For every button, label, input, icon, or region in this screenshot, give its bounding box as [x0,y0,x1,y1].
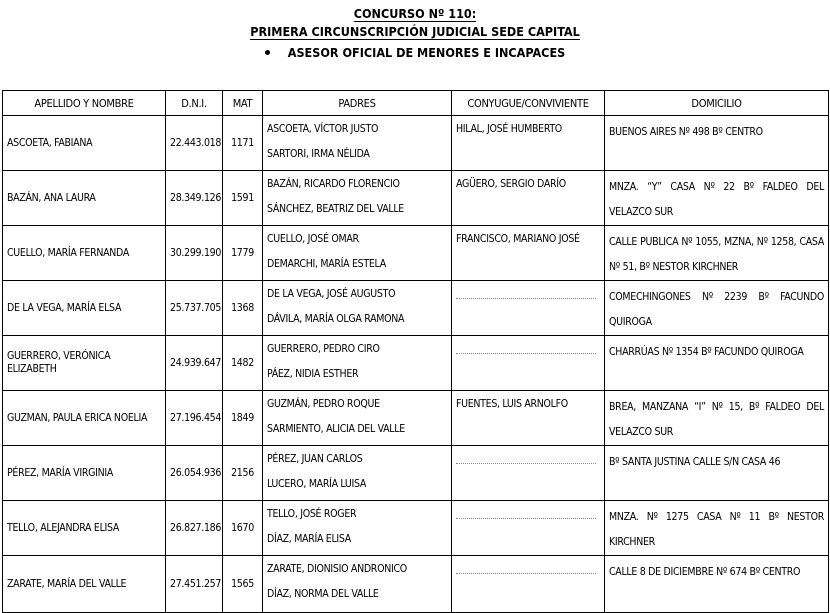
parent-name: LUCERO, MARÍA LUISA [267,478,367,490]
candidate-name: CUELLO, MARÍA FERNANDA [3,226,166,281]
candidate-name: ZARATE, MARÍA DEL VALLE [3,556,166,613]
parent-name: SARMIENTO, ALICIA DEL VALLE [267,423,405,435]
position-title: ASESOR OFICIAL DE MENORES E INCAPACES [0,45,830,60]
empty-dash [456,518,596,519]
contest-title: CONCURSO Nº 110: [353,6,477,21]
col-dni: D.N.I. [166,91,223,116]
col-name: APELLIDO Y NOMBRE [3,91,166,116]
parents-cell [263,391,452,446]
spouse-cell [452,446,605,501]
candidate-mat: 1670 [223,501,263,556]
parent-name: PÉREZ, JUAN CARLOS [267,453,363,465]
parents-cell [263,281,452,336]
candidate-name: BAZÁN, ANA LAURA [3,171,166,226]
parent-name: DÁVILA, MARÍA OLGA RAMONA [267,313,405,325]
parents-cell [263,226,452,281]
spouse-name: FRANCISCO, MARIANO JOSÉ [456,233,580,245]
candidate-mat: 1368 [223,281,263,336]
candidate-mat: 1779 [223,226,263,281]
parents-cell [263,501,452,556]
candidate-dni: 22.443.018 [166,116,223,171]
spouse-cell [452,226,605,281]
table-row [3,281,829,336]
spouse-cell [452,556,605,613]
address-cell: MNZA. Nº 1275 CASA Nº 11 Bº NESTOR KIRCHNER [605,501,829,556]
parents-cell [263,336,452,391]
address-cell: Bº SANTA JUSTINA CALLE S/N CASA 46 [605,446,829,501]
parent-name: PÁEZ, NIDIA ESTHER [267,368,359,380]
parent-name: SÁNCHEZ, BEATRIZ DEL VALLE [267,203,404,215]
spouse-cell [452,336,605,391]
table-row [3,116,829,171]
table-row [3,336,829,391]
table-row [3,226,829,281]
spouse-cell [452,391,605,446]
spouse-name: HILAL, JOSÉ HUMBERTO [456,123,562,135]
candidates-table [2,90,829,613]
parent-name: TELLO, JOSÉ ROGER [267,508,357,520]
parent-name: DÍAZ, NORMA DEL VALLE [267,588,379,600]
parents-cell [263,446,452,501]
candidate-name: TELLO, ALEJANDRA ELISA [3,501,166,556]
parents-cell [263,116,452,171]
spouse-cell [452,171,605,226]
col-parents: PADRES [263,91,452,116]
candidate-mat: 1591 [223,171,263,226]
candidate-dni: 26.827.186 [166,501,223,556]
spouse-name: AGÜERO, SERGIO DARÍO [456,178,566,190]
table-header-row [3,91,829,116]
parent-name: CUELLO, JOSÉ OMAR [267,233,359,245]
parents-cell [263,556,452,613]
parent-name: SARTORI, IRMA NÉLIDA [267,148,370,160]
parent-name: DE LA VEGA, JOSÉ AUGUSTO [267,288,396,300]
address-cell: CALLE PUBLICA Nº 1055, MZNA, Nº 1258, CASA Nº 51, Bº NESTOR KIRCHNER [605,226,829,281]
candidate-name: PÉREZ, MARÍA VIRGINIA [3,446,166,501]
address-cell: MNZA. “Y” CASA Nº 22 Bº FALDEO DEL VELAZCO SUR [605,171,829,226]
table-row [3,171,829,226]
parents-cell [263,171,452,226]
candidate-name: GUERRERO, VERÓNICA ELIZABETH [3,336,166,391]
spouse-cell [452,116,605,171]
candidate-mat: 1171 [223,116,263,171]
candidate-dni: 27.196.454 [166,391,223,446]
candidate-mat: 1482 [223,336,263,391]
empty-dash [456,353,596,354]
empty-dash [456,298,596,299]
parent-name: ZARATE, DIONISIO ANDRONICO [267,563,407,575]
parent-name: GUZMÁN, PEDRO ROQUE [267,398,380,410]
col-mat: MAT [223,91,263,116]
candidate-dni: 28.349.126 [166,171,223,226]
address-cell: COMECHINGONES Nº 2239 Bº FACUNDO QUIROGA [605,281,829,336]
candidate-dni: 30.299.190 [166,226,223,281]
table-row [3,501,829,556]
spouse-cell [452,281,605,336]
candidate-name: GUZMAN, PAULA ERICA NOELIA [3,391,166,446]
parent-name: DEMARCHI, MARÍA ESTELA [267,258,386,270]
address-cell: BREA, MANZANA “I” Nº 15, Bº FALDEO DEL VELAZCO SUR [605,391,829,446]
candidate-dni: 24.939.647 [166,336,223,391]
candidate-name: ASCOETA, FABIANA [3,116,166,171]
parent-name: ASCOETA, VÍCTOR JUSTO [267,123,379,135]
address-cell: CALLE 8 DE DICIEMBRE Nº 674 Bº CENTRO [605,556,829,613]
candidate-dni: 26.054.936 [166,446,223,501]
address-cell: BUENOS AIRES Nº 498 Bº CENTRO [605,116,829,171]
candidate-dni: 27.451.257 [166,556,223,613]
jurisdiction-title: PRIMERA CIRCUNSCRIPCIÓN JUDICIAL SEDE CAPITAL [250,24,580,39]
spouse-cell [452,501,605,556]
empty-dash [456,463,596,464]
table-row [3,391,829,446]
col-spouse: CONYUGUE/CONVIVIENTE [452,91,605,116]
parent-name: DÍAZ, MARÍA ELISA [267,533,351,545]
address-cell: CHARRÚAS Nº 1354 Bº FACUNDO QUIROGA [605,336,829,391]
spouse-name: FUENTES, LUIS ARNOLFO [456,398,568,410]
bullet-icon [265,50,270,55]
empty-dash [456,573,596,574]
table-row [3,556,829,613]
table-row [3,446,829,501]
candidate-name: DE LA VEGA, MARÍA ELSA [3,281,166,336]
candidate-mat: 1565 [223,556,263,613]
parent-name: GUERRERO, PEDRO CIRO [267,343,380,355]
candidate-dni: 25.737.705 [166,281,223,336]
candidate-mat: 2156 [223,446,263,501]
col-address: DOMICILIO [605,91,829,116]
candidate-mat: 1849 [223,391,263,446]
parent-name: BAZÁN, RICARDO FLORENCIO [267,178,400,190]
